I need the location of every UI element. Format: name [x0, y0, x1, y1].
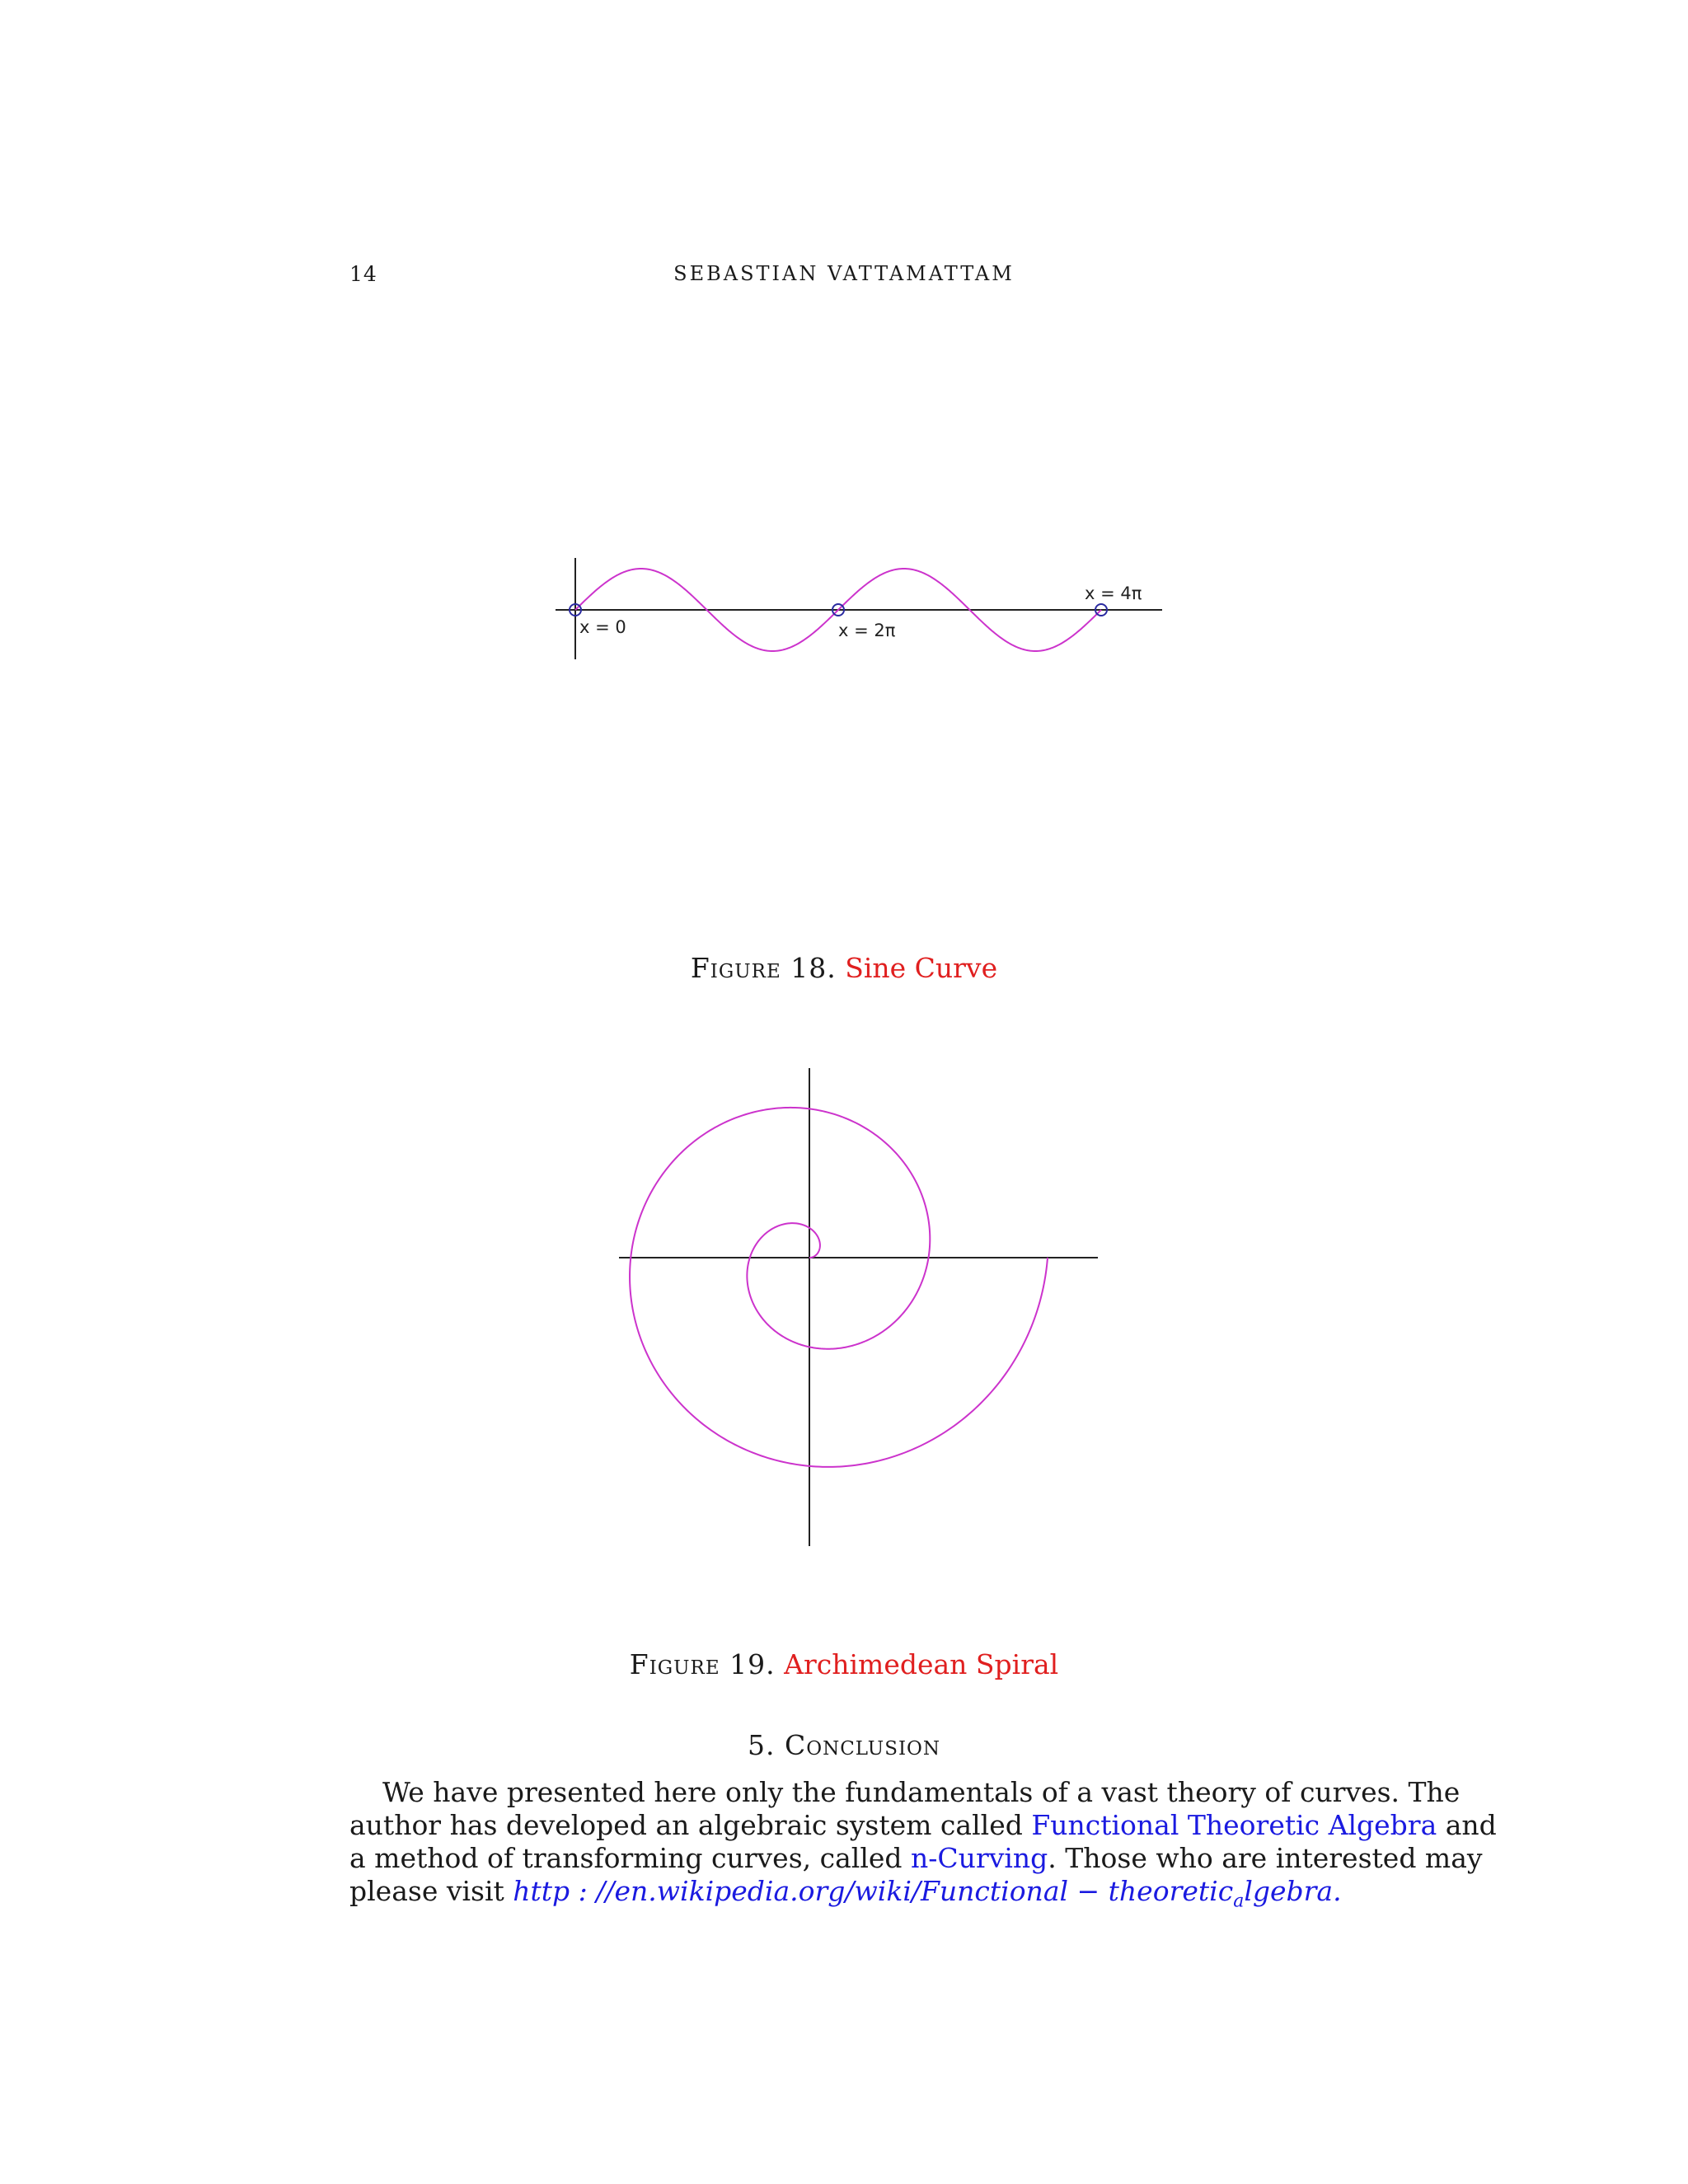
- paragraph-line-2: author has developed an algebraic system called Functional Theoretic Algebra and: [349, 1809, 1497, 1841]
- figure-19-spiral-plot: [0, 1030, 1688, 1566]
- paragraph-line-4: please visit http : //en.wikipedia.org/wiki/Functional − theoretic$_a$lgebra.: [349, 1875, 1342, 1912]
- paragraph-line-3: a method of transforming curves, called n-Curving. Those who are interested may: [349, 1842, 1483, 1874]
- link-wikipedia-url[interactable]: http : //en.wikipedia.org/wiki/Functional − theoretic$_a$lgebra.: [513, 1875, 1342, 1912]
- paragraph-line-1: We have presented here only the fundamentals of a vast theory of curves. The: [382, 1776, 1461, 1808]
- figure-19-label: Figure 19.: [629, 1648, 776, 1680]
- archimedean-spiral-curve: [630, 1108, 1048, 1467]
- link-n-curving[interactable]: n-Curving: [911, 1842, 1048, 1874]
- annotation-x2pi: x = 2π: [838, 621, 896, 640]
- figure-18-sine-plot: [0, 0, 1688, 742]
- conclusion-paragraph: [349, 1776, 1497, 1919]
- figure-18-label: Figure 18.: [690, 952, 837, 984]
- annotation-x4pi: x = 4π: [1085, 583, 1142, 603]
- figure-18-caption: [0, 952, 1688, 984]
- figure-19-title: Archimedean Spiral: [784, 1648, 1059, 1680]
- link-functional-theoretic-algebra[interactable]: Functional Theoretic Algebra: [1031, 1809, 1437, 1841]
- annotation-x0: x = 0: [579, 617, 626, 637]
- page-number: 14: [349, 262, 377, 286]
- figure-19-caption: [0, 1648, 1688, 1680]
- running-header-author: SEBASTIAN VATTAMATTAM: [673, 262, 1015, 285]
- section-heading-conclusion: 5. Conclusion: [747, 1729, 941, 1761]
- figure-18-title: Sine Curve: [845, 952, 998, 984]
